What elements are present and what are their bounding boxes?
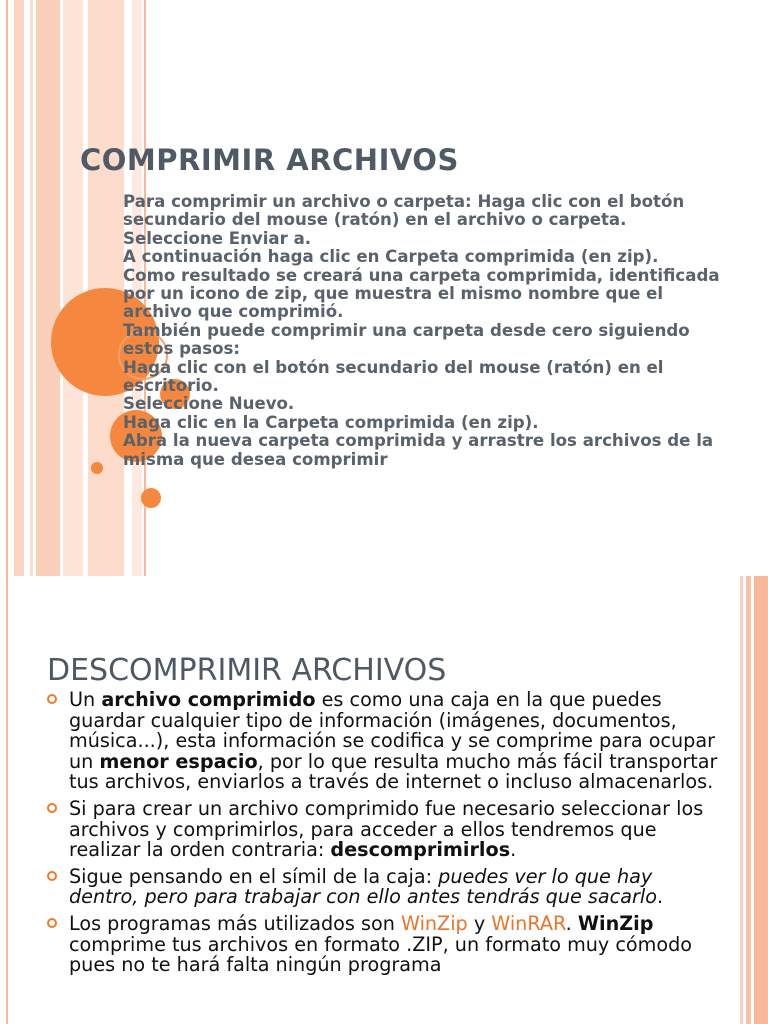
- slide-body: [123, 193, 723, 469]
- decor-circle: [141, 488, 161, 508]
- list-item: Sigue pensando en el símil de la caja: puedes ver lo que hay dentro, pero para trabajar con ello antes tendrás que sacarlo.: [44, 867, 724, 908]
- body-paragraph: Como resultado se creará una carpeta comprimida, identificada por un icono de zip, que muestra el mismo nombre que el archivo que comprimió.: [123, 265, 720, 322]
- body-paragraph: Abra la nueva carpeta comprimida y arrastre los archivos de la misma que desea comprimir: [123, 431, 714, 469]
- body-paragraph: También puede comprimir una carpeta desde cero siguiendo estos pasos:: [123, 320, 690, 359]
- bullet-circle-icon: [47, 803, 57, 813]
- list-item: Un archivo comprimido es como una caja en la que puedes guardar cualquier tipo de información (imágenes, documentos, música...), esta información se codifica y se comprime para ocupar un menor espacio, por lo que resulta mucho más fácil transportar tus archivos, enviarlos a través de internet o incluso almacenarlos.: [44, 690, 724, 793]
- slide-title: DESCOMPRIMIR ARCHIVOS: [47, 653, 447, 688]
- decor-stripe: [740, 576, 743, 1024]
- list-item: Los programas más utilizados son WinZip y WinRAR. WinZip comprime tus archivos en formato .ZIP, un formato muy cómodo pues no te hará falta ningún programa: [44, 914, 724, 976]
- decor-stripe: [754, 576, 768, 1024]
- bold-term: descomprimirlos: [330, 838, 511, 862]
- bullet-circle-icon: [47, 694, 57, 704]
- bullet-list: [44, 690, 724, 982]
- body-paragraph: Haga clic en la Carpeta comprimida (en zip).: [123, 412, 539, 432]
- winrar-link[interactable]: WinRAR: [491, 911, 566, 935]
- decor-stripe: [36, 0, 60, 576]
- decor-stripe: [6, 576, 8, 1024]
- body-paragraph: A continuación haga clic en Carpeta comprimida (en zip).: [123, 247, 659, 267]
- winzip-link[interactable]: WinZip: [401, 911, 468, 935]
- bold-term: archivo comprimido: [101, 688, 316, 711]
- bold-term: WinZip: [577, 911, 654, 935]
- decor-stripe: [30, 0, 33, 576]
- decor-stripe: [63, 0, 83, 576]
- body-paragraph: Para comprimir un archivo o carpeta: Haga clic con el botón secundario del mouse (ratón) en el archivo o carpeta.: [123, 192, 685, 230]
- italic-phrase: puedes ver lo que hay dentro, pero para trabajar con ello antes tendrás que sacarlo: [69, 864, 657, 909]
- decor-stripe: [746, 576, 751, 1024]
- bold-term: menor espacio: [99, 749, 258, 773]
- bullet-circle-icon: [47, 871, 57, 881]
- body-paragraph: Seleccione Enviar a.: [123, 228, 312, 248]
- list-item: Si para crear un archivo comprimido fue necesario seleccionar los archivos y comprimirlos, para acceder a ellos tendremos que realizar la orden contraria: descomprimirlos.: [44, 799, 724, 861]
- decor-stripe: [6, 0, 8, 576]
- decor-circle: [91, 462, 103, 474]
- bullet-circle-icon: [47, 918, 57, 928]
- slide-title: COMPRIMIR ARCHIVOS: [80, 143, 459, 177]
- body-paragraph: Seleccione Nuevo.: [123, 394, 295, 414]
- body-paragraph: Haga clic con el botón secundario del mouse (ratón) en el escritorio.: [123, 357, 664, 396]
- decor-stripe: [14, 0, 24, 576]
